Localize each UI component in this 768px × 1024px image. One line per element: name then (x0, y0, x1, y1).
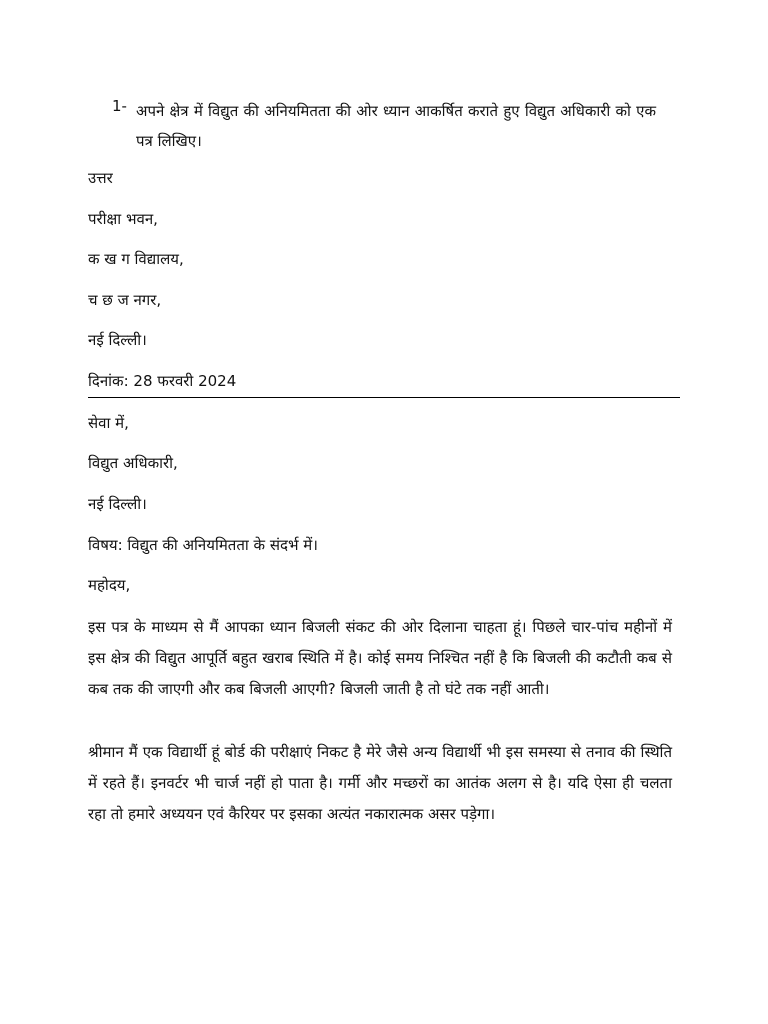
answer-label: उत्तर (88, 169, 113, 187)
question-text: अपने क्षेत्र में विद्युत की अनियमितता की ओर ध्यान आकर्षित कराते हुए विद्युत अधिकारी को एक पत्र लिखिए। (136, 102, 656, 150)
letter-subject: विषय: विद्युत की अनियमितता के संदर्भ में। (88, 536, 318, 554)
recipient-line: नई दिल्ली। (88, 495, 147, 513)
sender-address-line: नई दिल्ली। (88, 331, 147, 349)
recipient-line: विद्युत अधिकारी, (88, 454, 178, 472)
letter-date: दिनांक: 28 फरवरी 2024 (88, 372, 237, 390)
salutation: महोदय, (88, 576, 131, 594)
sender-address-line: क ख ग विद्यालय, (88, 250, 184, 268)
sender-address-line: च छ ज नगर, (88, 291, 162, 309)
sender-address-line: परीक्षा भवन, (88, 210, 158, 228)
horizontal-divider (88, 397, 680, 398)
recipient-line: सेवा में, (88, 414, 129, 432)
body-paragraph: इस पत्र के माध्यम से मैं आपका ध्यान बिजली संकट की ओर दिलाना चाहता हूं। पिछले चार-पांच महीनों में इस क्षेत्र की विद्युत आपूर्ति बहुत खराब स्थिति में है। कोई समय निश्चित नहीं है कि बिजली की कटौती कब से कब तक की जाएगी और कब बिजली आएगी? बिजली जाती है तो घंटे तक नहीं आती। (88, 618, 672, 698)
question-number: 1- (112, 97, 127, 115)
body-paragraph: श्रीमान मैं एक विद्यार्थी हूं बोर्ड की परीक्षाएं निकट है मेरे जैसे अन्य विद्यार्थी भी इस समस्या से तनाव की स्थिति में रहते हैं। इनवर्टर भी चार्ज नहीं हो पाता है। गर्मी और मच्छरों का आतंक अलग से है। यदि ऐसा ही चलता रहा तो हमारे अध्ययन एवं कैरियर पर इसका अत्यंत नकारात्मक असर पड़ेगा। (88, 743, 672, 823)
